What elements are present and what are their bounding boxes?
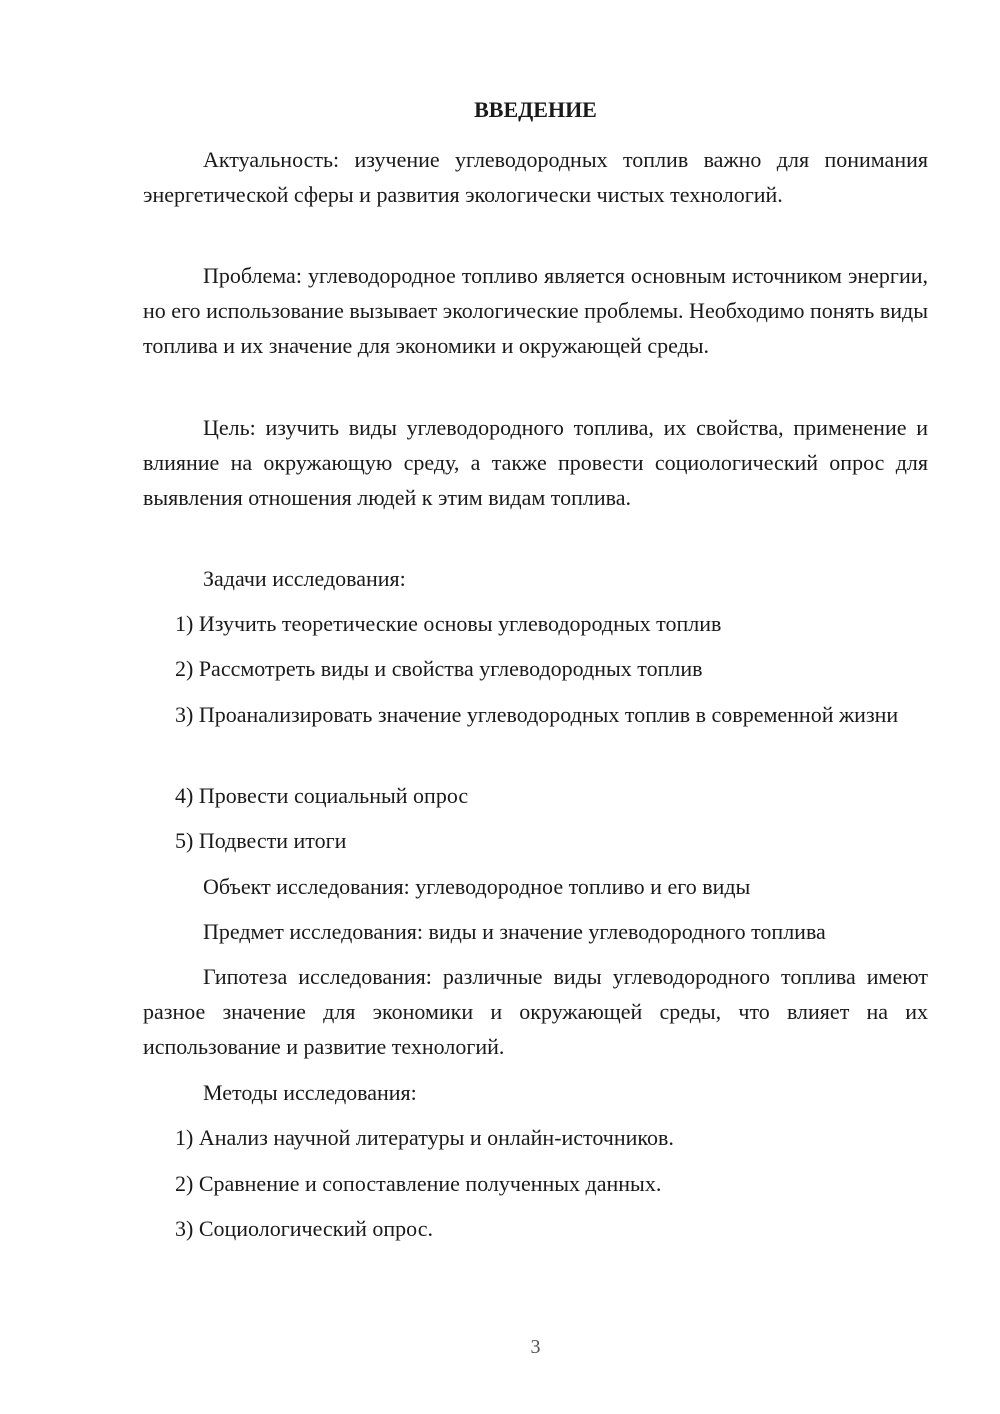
- research-subject: Предмет исследования: виды и значение углеводородного топлива: [203, 919, 826, 944]
- page-number: 3: [530, 1336, 541, 1358]
- method-item-2: 2) Сравнение и сопоставление полученных данных.: [175, 1171, 662, 1196]
- document-page: [143, 0, 928, 1414]
- method-item-1: 1) Анализ научной литературы и онлайн-источников.: [175, 1125, 674, 1150]
- task-item-5: 5) Подвести итоги: [175, 828, 347, 853]
- section-title: ВВЕДЕНИЕ: [474, 97, 597, 122]
- task-item-2: 2) Рассмотреть виды и свойства углеводородных топлив: [175, 656, 703, 681]
- hypothesis-paragraph: Гипотеза исследования: различные виды углеводородного топлива имеют разное значение для экономики и окружающей среды, что влияет на их использование и развитие технологий.: [143, 964, 928, 1059]
- goal-paragraph: Цель: изучить виды углеводородного топлива, их свойства, применение и влияние на окружающую среду, а также провести социологический опрос для выявления отношения людей к этим видам топлива.: [143, 415, 928, 510]
- methods-heading: Методы исследования:: [203, 1080, 417, 1105]
- method-item-3: 3) Социологический опрос.: [175, 1216, 433, 1241]
- task-item-1: 1) Изучить теоретические основы углеводородных топлив: [175, 611, 722, 636]
- relevance-paragraph: Актуальность: изучение углеводородных топлив важно для понимания энергетической сферы и развития экологически чистых технологий.: [143, 147, 928, 207]
- tasks-heading: Задачи исследования:: [203, 566, 406, 591]
- task-item-4: 4) Провести социальный опрос: [175, 783, 469, 808]
- task-item-3: 3) Проанализировать значение углеводородных топлив в современной жизни: [175, 702, 899, 727]
- research-object: Объект исследования: углеводородное топливо и его виды: [203, 874, 751, 899]
- problem-paragraph: Проблема: углеводородное топливо является основным источником энергии, но его использование вызывает экологические проблемы. Необходимо понять виды топлива и их значение для экономики и окружающей среды.: [143, 263, 928, 358]
